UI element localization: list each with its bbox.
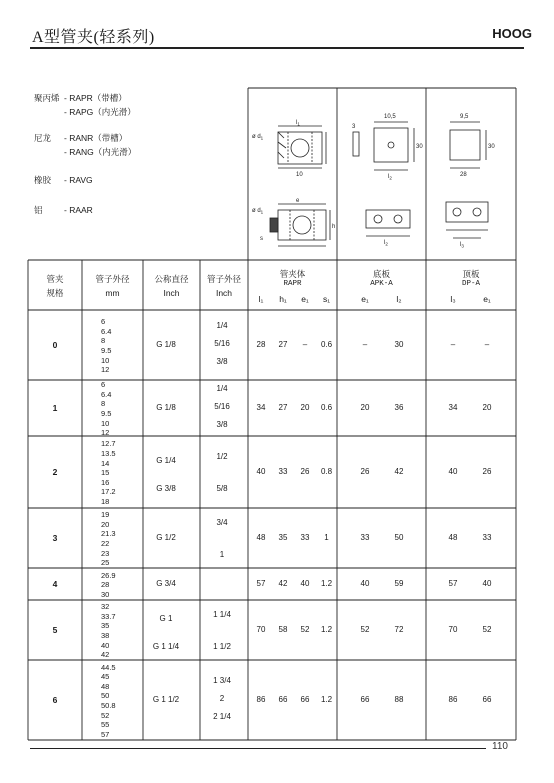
od-mm-value: 10 [101, 418, 110, 428]
header-nominal: 公称直径 Inch [154, 274, 189, 298]
header-od-mm: 管子外径 mm [95, 274, 130, 298]
od-inch-value: 3/8 [216, 420, 228, 429]
header-base-code: APK-A [370, 280, 393, 288]
dim-l2: 36 [394, 403, 404, 412]
label-10-5: 10,5 [384, 114, 396, 120]
label-d1: ø $d_1$ [252, 134, 264, 141]
dim-e1: 40 [300, 579, 310, 588]
od-mm-value: 42 [101, 650, 110, 660]
dim-te1: 66 [482, 695, 492, 704]
material-name: 橡胶 [34, 175, 52, 185]
material-code: - RANR（带槽） [64, 133, 128, 143]
dim-l3: 86 [448, 695, 458, 704]
row-size: 1 [52, 403, 58, 413]
dim-h1: 58 [278, 625, 288, 634]
nominal-value: G 1/8 [156, 403, 176, 412]
od-inch-value: 2 1/4 [213, 712, 231, 721]
od-mm-value: 22 [101, 539, 110, 548]
material-code: - RANG（内光滑） [64, 147, 137, 157]
od-inch-value: 1 1/2 [213, 642, 231, 651]
header-l3: l₃ [450, 294, 456, 304]
dim-l1: 40 [256, 467, 266, 476]
dim-l3: 57 [448, 579, 458, 588]
dim-l3: 48 [448, 533, 458, 542]
label-9-5: 9,5 [460, 114, 469, 120]
od-mm-value: 19 [101, 510, 110, 520]
dim-l2: 42 [394, 467, 404, 476]
od-mm-value: 9.5 [101, 346, 112, 355]
nominal-value: G 3/4 [156, 579, 176, 588]
nominal-value: G 1/4 [156, 456, 176, 465]
od-mm-value: 8 [101, 336, 106, 346]
dim-te1: 40 [482, 579, 492, 588]
od-mm-value: 6 [101, 317, 106, 327]
dim-l3: 70 [448, 625, 458, 634]
od-mm-value: 12 [101, 428, 110, 438]
material-name: 铝 [34, 205, 43, 215]
header-l2: l₂ [396, 294, 402, 304]
od-mm-value: 55 [101, 720, 110, 730]
header-clamp-code: RAPR [283, 280, 302, 288]
dim-e1: 26 [300, 467, 310, 476]
row-size: 4 [52, 579, 58, 589]
od-mm-value: 12.7 [101, 439, 116, 449]
footer-rule [30, 748, 486, 749]
material-code: - RAPR（带槽） [64, 93, 127, 103]
dim-be1: 33 [360, 533, 370, 542]
od-mm-value: 40 [101, 640, 110, 650]
header-s1: s₁ [322, 294, 331, 304]
dim-l3: – [450, 340, 456, 349]
dim-e1: – [302, 340, 308, 349]
material-name: 尼龙 [34, 133, 52, 143]
dim-e1: 20 [300, 403, 310, 412]
label-d1-bottom: ø $d_1$ [252, 208, 264, 215]
od-mm-value: 44.5 [101, 662, 116, 672]
od-mm-value: 15 [101, 468, 110, 478]
nominal-value: G 1 [159, 614, 173, 623]
nominal-value: G 1/8 [156, 340, 176, 349]
dim-l1: 48 [256, 533, 266, 542]
od-mm-value: 25 [101, 558, 110, 568]
od-inch-value: 1 3/4 [213, 676, 231, 685]
od-inch-value: 5/16 [214, 339, 230, 348]
dim-l1: 28 [256, 340, 266, 349]
od-mm-value: 26.9 [101, 570, 116, 580]
header-od-inch: 管子外径 Inch [206, 274, 241, 298]
material-code: - RAPG（内光滑） [64, 107, 136, 117]
dim-be1: 40 [360, 579, 370, 588]
od-mm-value: 20 [101, 519, 110, 529]
od-mm-value: 9.5 [101, 409, 112, 418]
label-e1: e [296, 198, 300, 204]
row-size: 2 [52, 467, 58, 477]
od-mm-value: 38 [101, 631, 110, 640]
dim-l1: 34 [256, 403, 266, 412]
od-mm-value: 52 [101, 710, 110, 720]
nominal-value: G 1 1/2 [152, 695, 180, 704]
header-top-code: DP-A [461, 280, 480, 288]
dim-te1: 52 [482, 625, 492, 634]
header-base: 底板 [372, 269, 390, 279]
dim-te1: 20 [482, 403, 492, 412]
od-inch-value: 1/4 [216, 321, 228, 330]
od-mm-value: 57 [101, 729, 110, 739]
header-size: 管夹 规格 [46, 274, 64, 298]
dim-h1: 27 [278, 340, 288, 349]
label-28: 28 [460, 172, 467, 178]
od-mm-value: 6.4 [101, 389, 112, 399]
page-title: A型管夹(轻系列) [32, 29, 155, 46]
dim-be1: 52 [360, 625, 370, 634]
dim-h1: 66 [278, 695, 288, 704]
od-mm-value: 32 [101, 602, 110, 612]
dim-be1: 66 [360, 695, 370, 704]
dim-h1: 27 [278, 403, 288, 412]
dim-te1: 33 [482, 533, 492, 542]
dim-l1: 86 [256, 695, 266, 704]
header-base-e1: e₁ [361, 294, 369, 304]
nominal-value: G 1/2 [156, 533, 176, 542]
od-mm-value: 35 [101, 621, 110, 631]
dim-l1: 70 [256, 625, 266, 634]
header-l1: l₁ [258, 294, 264, 304]
dim-te1: – [484, 340, 490, 349]
od-mm-value: 12 [101, 365, 110, 375]
dim-e1: 66 [300, 695, 310, 704]
dim-s1: 1.2 [320, 579, 333, 588]
od-mm-value: 14 [101, 458, 110, 468]
row-size: 6 [52, 695, 58, 705]
dim-be1: 20 [360, 403, 370, 412]
od-inch-value: 1 [219, 550, 225, 559]
od-inch-value: 5/8 [216, 484, 228, 493]
dim-l2: 59 [394, 579, 404, 588]
header-h1: h₁ [279, 294, 287, 304]
dim-e1: 33 [300, 533, 310, 542]
brand-logo: HOOG [492, 26, 532, 41]
dim-s1: 0.6 [320, 403, 333, 412]
label-3: 3 [352, 124, 356, 130]
dim-l3: 40 [448, 467, 458, 476]
od-mm-value: 16 [101, 477, 110, 487]
od-mm-value: 8 [101, 399, 106, 409]
od-mm-value: 48 [101, 681, 110, 691]
label-s1: s [260, 236, 263, 242]
label-l3: $l_3$ [460, 242, 464, 249]
dim-h1: 35 [278, 533, 288, 542]
dim-h1: 33 [278, 467, 288, 476]
od-mm-value: 28 [101, 580, 110, 590]
material-code: - RAVG [64, 175, 93, 185]
dim-l1: 57 [256, 579, 266, 588]
dim-s1: 1 [324, 533, 329, 542]
nominal-value: G 1 1/4 [152, 642, 180, 651]
dim-be1: 26 [360, 467, 370, 476]
od-mm-value: 13.5 [101, 449, 116, 458]
dim-s1: 1.2 [320, 695, 333, 704]
label-l2: $l_2$ [388, 174, 392, 181]
header-clamp-body: 管夹体 [279, 269, 306, 279]
dim-s1: 0.8 [320, 467, 333, 476]
label-10: 10 [296, 172, 303, 178]
dim-l2: 88 [394, 695, 404, 704]
dim-l2: 50 [394, 533, 404, 542]
od-inch-value: 5/16 [214, 402, 230, 411]
od-mm-value: 17.2 [101, 487, 116, 497]
dim-be1: – [362, 340, 368, 349]
row-size: 3 [52, 533, 58, 543]
label-h1: h [332, 224, 336, 230]
label-30-top: 30 [488, 144, 495, 150]
dim-h1: 42 [278, 579, 288, 588]
od-inch-value: 2 [219, 694, 225, 703]
od-mm-value: 33.7 [101, 611, 116, 621]
od-mm-value: 21.3 [101, 529, 116, 539]
row-size: 0 [52, 340, 58, 350]
dim-l2: 30 [394, 340, 404, 349]
od-mm-value: 50.8 [101, 701, 116, 710]
row-size: 5 [52, 625, 58, 635]
label-l1: $l_1$ [296, 120, 300, 127]
od-inch-value: 1/4 [216, 384, 228, 393]
material-name: 聚丙烯 [34, 93, 60, 103]
header-top: 顶板 [462, 269, 480, 279]
od-mm-value: 50 [101, 691, 110, 701]
material-code: - RAAR [64, 205, 93, 215]
od-mm-value: 45 [101, 672, 110, 682]
od-mm-value: 30 [101, 589, 110, 599]
od-mm-value: 6 [101, 380, 106, 390]
dim-l2: 72 [394, 625, 404, 634]
od-inch-value: 1 1/4 [213, 610, 231, 619]
od-mm-value: 23 [101, 548, 110, 558]
label-30: 30 [416, 144, 423, 150]
page-number: 110 [492, 741, 508, 752]
dim-s1: 1.2 [320, 625, 333, 634]
od-mm-value: 10 [101, 355, 110, 365]
dim-s1: 0.6 [320, 340, 333, 349]
header-e1: e₁ [301, 294, 309, 304]
od-mm-value: 6.4 [101, 326, 112, 336]
dim-l3: 34 [448, 403, 458, 412]
od-mm-value: 18 [101, 497, 110, 506]
header-top-e1: e₁ [483, 294, 491, 304]
dim-te1: 26 [482, 467, 492, 476]
od-inch-value: 3/4 [216, 518, 228, 527]
label-l2-bottom: $l_2$ [384, 240, 388, 247]
od-inch-value: 1/2 [216, 452, 228, 461]
od-inch-value: 3/8 [216, 357, 228, 366]
dim-e1: 52 [300, 625, 310, 634]
nominal-value: G 3/8 [156, 484, 176, 493]
